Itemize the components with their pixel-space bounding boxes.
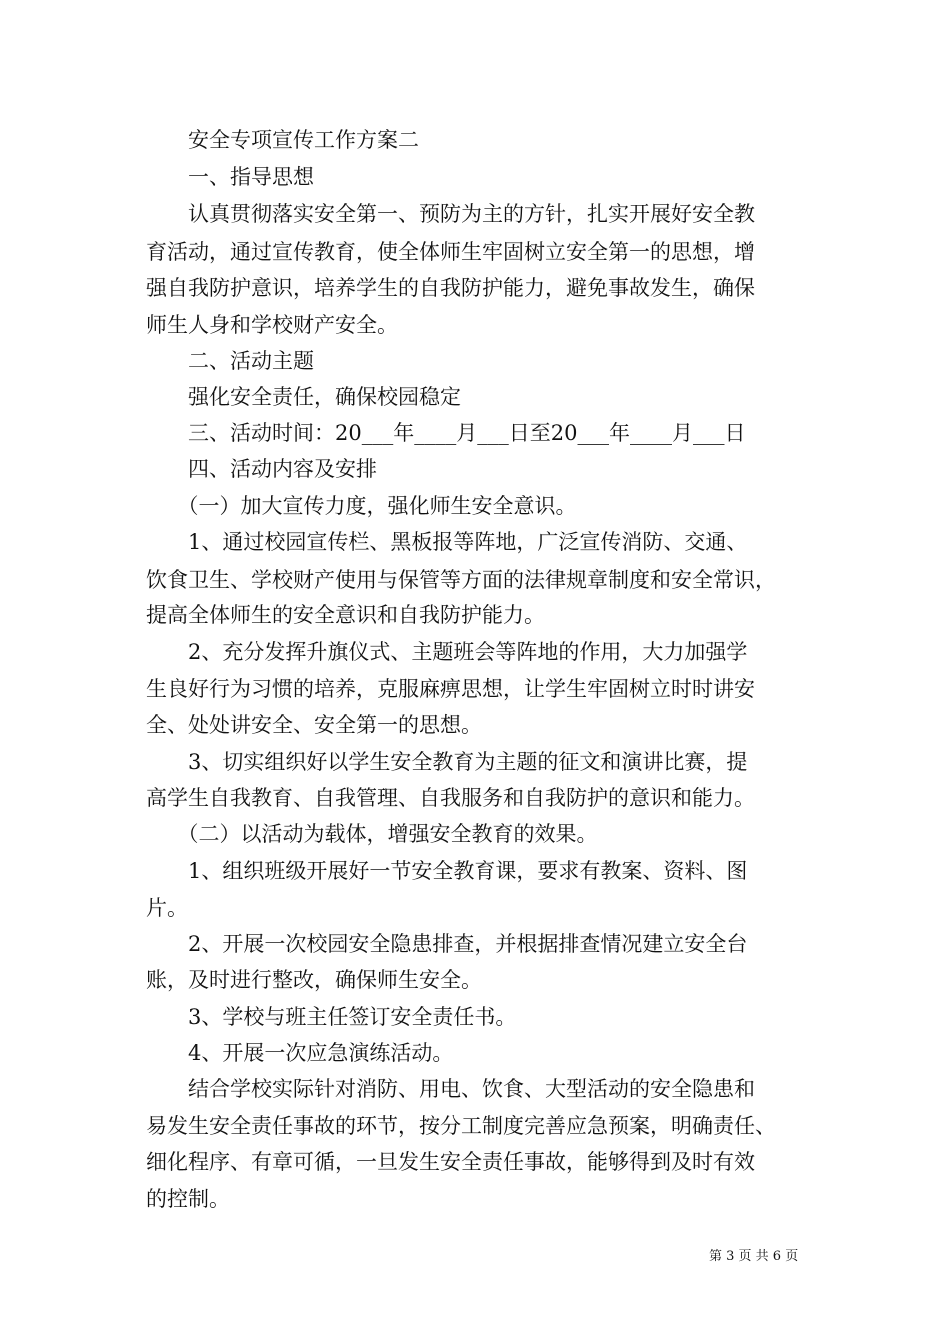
paragraph-line: 细化程序、有章可循，一旦发生安全责任事故，能够得到及时有效 bbox=[146, 1150, 755, 1174]
paragraph-line: 易发生安全责任事故的环节，按分工制度完善应急预案，明确责任、 bbox=[146, 1114, 776, 1138]
paragraph-line: 认真贯彻落实安全第一、预防为主的方针，扎实开展好安全教 bbox=[146, 202, 755, 226]
paragraph-line: 的控制。 bbox=[146, 1187, 230, 1211]
paragraph-line: 高学生自我教育、自我管理、自我服务和自我防护的意识和能力。 bbox=[146, 786, 755, 810]
heading-guiding-thought: 一、指导思想 bbox=[146, 165, 314, 189]
paragraph-line: 生良好行为习惯的培养，克服麻痹思想，让学生牢固树立时时讲安 bbox=[146, 677, 755, 701]
page-number-footer: 第 3 页 共 6 页 bbox=[709, 1249, 799, 1264]
subheading-two: （二）以活动为载体，增强安全教育的效果。 bbox=[146, 822, 598, 846]
paragraph-line: 片。 bbox=[146, 896, 188, 920]
paragraph-line: 3、学校与班主任签订安全责任书。 bbox=[146, 1005, 517, 1029]
paragraph-line: 强自我防护意识，培养学生的自我防护能力，避免事故发生，确保 bbox=[146, 276, 755, 300]
heading-activity-time: 三、活动时间：20___年____月___日至20___年____月___日 bbox=[146, 421, 746, 445]
paragraph-line: 饮食卫生、学校财产使用与保管等方面的法律规章制度和安全常识， bbox=[146, 568, 776, 592]
paragraph-line: 3、切实组织好以学生安全教育为主题的征文和演讲比赛，提 bbox=[146, 750, 748, 774]
paragraph-line: 强化安全责任，确保校园稳定 bbox=[146, 385, 461, 409]
paragraph-line: 师生人身和学校财产安全。 bbox=[146, 313, 398, 337]
subheading-one: （一）加大宣传力度，强化师生安全意识。 bbox=[146, 494, 577, 518]
heading-activity-theme: 二、活动主题 bbox=[146, 349, 314, 373]
paragraph-line: 4、开展一次应急演练活动。 bbox=[146, 1041, 454, 1065]
paragraph-line: 1、组织班级开展好一节安全教育课，要求有教案、资料、图 bbox=[146, 859, 748, 883]
paragraph-line: 1、通过校园宣传栏、黑板报等阵地，广泛宣传消防、交通、 bbox=[146, 530, 748, 554]
heading-activity-content: 四、活动内容及安排 bbox=[146, 457, 377, 481]
paragraph-line: 账，及时进行整改，确保师生安全。 bbox=[146, 968, 482, 992]
paragraph-line: 提高全体师生的安全意识和自我防护能力。 bbox=[146, 603, 545, 627]
paragraph-line: 2、充分发挥升旗仪式、主题班会等阵地的作用，大力加强学 bbox=[146, 640, 748, 664]
paragraph-line: 全、处处讲安全、安全第一的思想。 bbox=[146, 713, 482, 737]
section-title: 安全专项宣传工作方案二 bbox=[146, 128, 419, 152]
paragraph-line: 育活动，通过宣传教育，使全体师生牢固树立安全第一的思想，增 bbox=[146, 240, 755, 264]
paragraph-line: 2、开展一次校园安全隐患排查，并根据排查情况建立安全台 bbox=[146, 932, 748, 956]
paragraph-line: 结合学校实际针对消防、用电、饮食、大型活动的安全隐患和 bbox=[146, 1077, 755, 1101]
